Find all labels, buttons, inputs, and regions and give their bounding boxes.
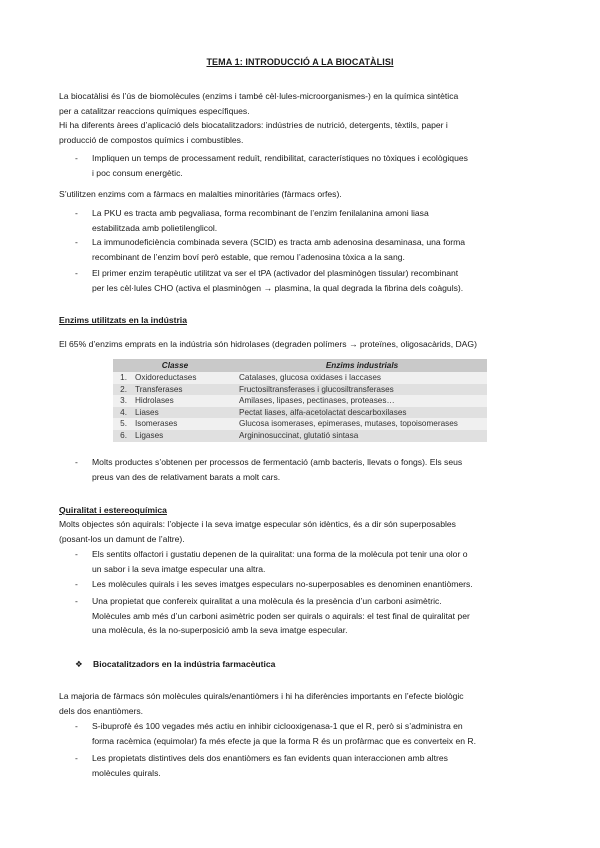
bullet-text: Una propietat que confereix quiralitat a una molècula és la presència d’un carboni asimètric. Molècules amb més d’un carboni asimètric poden ser quirals o aquirals: el test final de quiralitat per una molècula, és la no-superposició amb la seva imatge especular. xyxy=(92,596,470,636)
bullet-item xyxy=(75,455,549,484)
section-heading-farma xyxy=(75,657,275,672)
table-cell-number: 2. xyxy=(113,384,133,396)
table-cell-enzymes: Catalases, glucosa oxidases i laccases xyxy=(237,372,487,384)
bullet-item xyxy=(75,719,549,748)
bullet-text: Impliquen un temps de processament reduït, rendibilitat, característiques no tòxiques i ecològiques i poc consum energètic. xyxy=(92,153,468,178)
table-cell-enzymes: Argininosuccinat, glutatió sintasa xyxy=(237,430,487,442)
table-cell-class: Ligases xyxy=(133,430,237,442)
table-cell-number: 6. xyxy=(113,430,133,442)
table-cell-class: Isomerases xyxy=(133,418,237,430)
enzims-paragraph: El 65% d’enzims emprats en la indústria són hidrolases (degraden polímers → proteïnes, oligosacàrids, DAG) xyxy=(59,339,477,349)
text-line: (posant-los un damunt de l’altre). xyxy=(59,533,185,544)
bullet-item xyxy=(75,235,549,264)
section-heading-quiralitat: Quiralitat i estereoquímica xyxy=(59,505,167,515)
text-line: producció de compostos químics i combustibles. xyxy=(59,134,244,145)
text-line: La majoria de fàrmacs són molècules quirals/enantiòmers i hi ha diferències importants en l’efecte biològic xyxy=(59,691,464,701)
table-row xyxy=(113,384,487,396)
bullet-dash: - xyxy=(75,549,78,559)
bullet-dash: - xyxy=(75,268,78,278)
bullet-text: Les molècules quirals i les seves imatges especulars no-superposables es denominen enantiòmers. xyxy=(92,579,473,589)
table-cell-enzymes: Glucosa isomerases, epimerases, mutases, topoisomerases xyxy=(237,418,487,430)
bullet-dash: - xyxy=(75,596,78,606)
diamond-bullet-icon: ❖ xyxy=(75,659,83,669)
bullet-dash: - xyxy=(75,721,78,731)
bullet-dash: - xyxy=(75,208,78,218)
table-cell-class: Liases xyxy=(133,407,237,419)
text-line: dels dos enantiòmers. xyxy=(59,705,144,716)
text-line: per a catalitzar reaccions químiques específiques. xyxy=(59,105,250,116)
text-line: La biocatàlisi és l’ús de biomolècules (enzims i també cèl·lules-microorganismes-) en la química sintètica xyxy=(59,91,459,101)
bullet-text: La immunodeficiència combinada severa (SCID) es tracta amb adenosina desaminasa, una forma recombinant de l’enzim boví però estable, que remou l’adenosina tòxica a la sang. xyxy=(92,237,466,262)
heading-text: Biocatalitzadors en la indústria farmacèutica xyxy=(93,659,276,669)
section-heading-enzims: Enzims utilitzats en la indústria xyxy=(59,315,187,325)
farma-paragraph xyxy=(59,689,549,718)
bullet-item xyxy=(75,151,549,180)
bullet-dash: - xyxy=(75,237,78,247)
table-header-row xyxy=(113,359,487,372)
bullet-text: Els sentits olfactori i gustatiu depenen de la quiralitat: una forma de la molècula pot tenir una olor o un sabor i la seva imatge especular una altra. xyxy=(92,549,468,574)
table-row xyxy=(113,395,487,407)
text-line: Hi ha diferents àrees d’aplicació dels biocatalitzadors: indústries de nutrició, detergents, tèxtils, paper i xyxy=(59,120,448,131)
bullet-item xyxy=(75,751,549,780)
bullet-text: S-ibuprofè és 100 vegades més actiu en inhibir ciclooxigenasa-1 que el R, però si s’administra en forma racèmica (equimolar) fa més efecte ja que la forma R és un profàrmac que es converteix en R. xyxy=(92,721,477,746)
table-cell-number: 3. xyxy=(113,395,133,407)
bullet-dash: - xyxy=(75,579,78,589)
bullet-dash: - xyxy=(75,153,78,163)
table-cell-class: Hidrolases xyxy=(133,395,237,407)
bullet-text: La PKU es tracta amb pegvaliasa, forma recombinant de l’enzim fenilalanina amoni liasa estabilitzada amb polietilenglicol. xyxy=(92,208,429,233)
enzyme-class-table xyxy=(113,359,487,442)
table-row xyxy=(113,430,487,442)
bullet-dash: - xyxy=(75,457,78,467)
bullet-dash: - xyxy=(75,753,78,763)
table-row xyxy=(113,372,487,384)
bullet-item xyxy=(75,266,549,295)
page-title: TEMA 1: INTRODUCCIÓ A LA BIOCATÀLISI xyxy=(206,57,394,67)
table-cell-number: 5. xyxy=(113,418,133,430)
bullet-text: El primer enzim terapèutic utilitzat va ser el tPA (activador del plasminògen tissular) recombinant per les cèl·lules CHO (activa el plasminògen → plasmina, la qual degrada la fibrina dels coàguls). xyxy=(92,268,464,293)
table-row xyxy=(113,418,487,430)
table-row xyxy=(113,407,487,419)
table-header-class: Classe xyxy=(113,359,237,372)
bullet-text: Molts productes s’obtenen per processos de fermentació (amb bacteris, llevats o fongs). Els seus preus van des de relativament barats a molt cars. xyxy=(92,457,463,482)
bullet-item xyxy=(75,577,549,592)
bullet-item xyxy=(75,206,549,235)
bullet-item xyxy=(75,594,549,638)
orphans-paragraph: S’utilitzen enzims com a fàrmacs en malalties minoritàries (fàrmacs orfes). xyxy=(59,189,342,199)
table-cell-enzymes: Fructosiltransferases i glucosiltransferases xyxy=(237,384,487,396)
table-header-enzymes: Enzims industrials xyxy=(237,359,487,372)
intro-paragraph xyxy=(59,89,549,147)
text-line: Molts objectes són aquirals: l’objecte i la seva imatge especular són idèntics, és a dir són superposables xyxy=(59,519,456,529)
table-cell-class: Oxidoreductases xyxy=(133,372,237,384)
quiralitat-paragraph xyxy=(59,517,549,546)
table-cell-number: 1. xyxy=(113,372,133,384)
table-cell-enzymes: Pectat liases, alfa-acetolactat descarboxilases xyxy=(237,407,487,419)
bullet-text: Les propietats distintives dels dos enantiòmers es fan evidents quan interaccionen amb altres molècules quirals. xyxy=(92,753,448,778)
table-cell-number: 4. xyxy=(113,407,133,419)
table-cell-class: Transferases xyxy=(133,384,237,396)
bullet-item xyxy=(75,547,549,576)
table-cell-enzymes: Amilases, lipases, pectinases, proteases… xyxy=(237,395,487,407)
